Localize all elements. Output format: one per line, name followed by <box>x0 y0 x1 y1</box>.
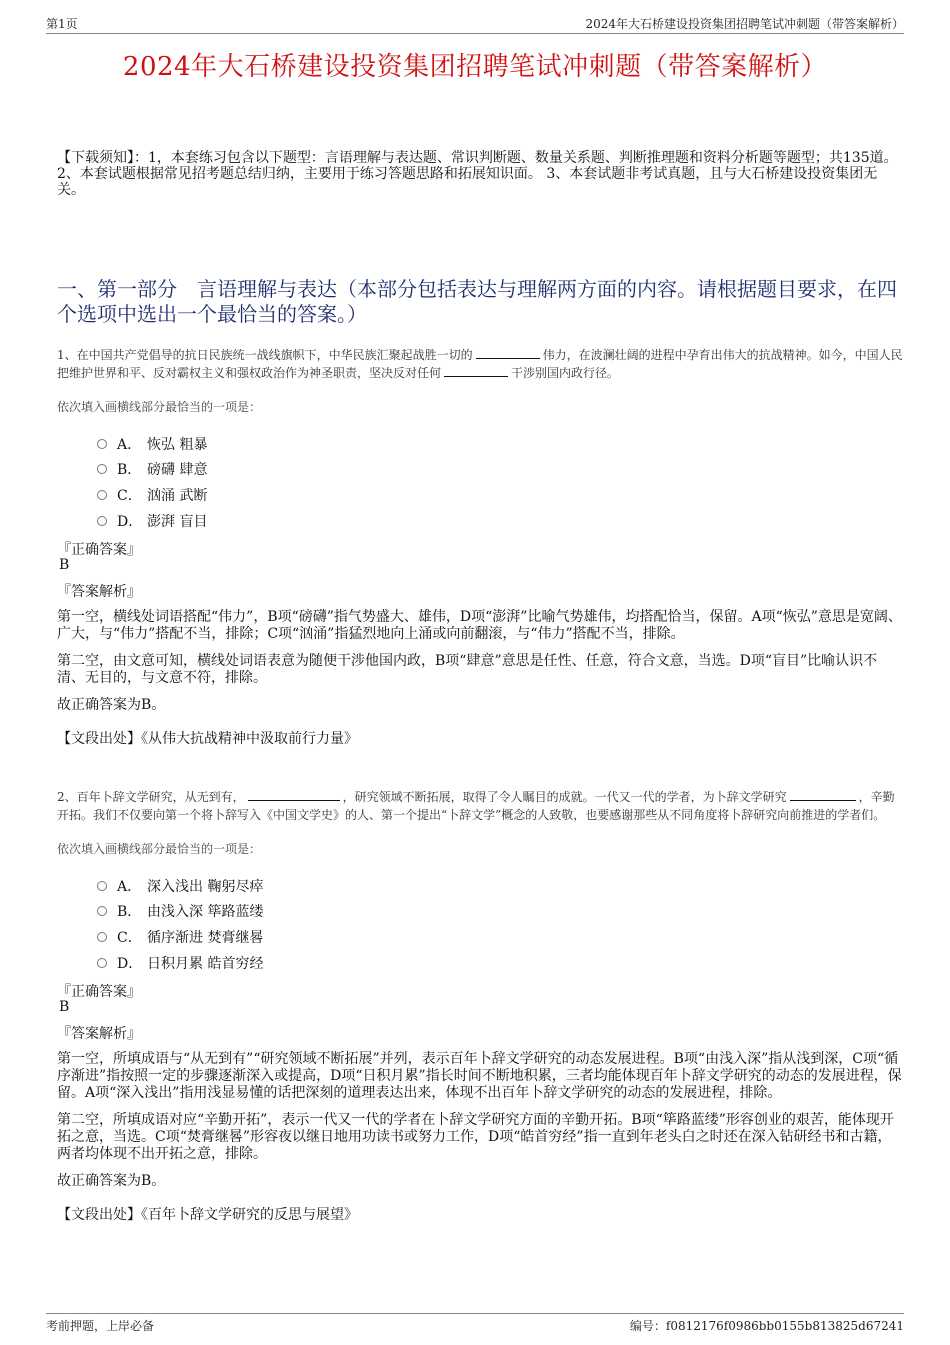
radio-icon[interactable] <box>97 906 107 916</box>
radio-icon[interactable] <box>97 439 107 449</box>
question-stem <box>57 788 904 824</box>
option-text: 磅礴 肆意 <box>147 462 208 479</box>
question-prompt: 依次填入画横线部分最恰当的一项是： <box>57 842 262 856</box>
option-c[interactable] <box>97 482 904 508</box>
text-source: 【文段出处】《百年卜辞文学研究的反思与展望》 <box>57 1207 358 1224</box>
option-a[interactable] <box>97 431 904 457</box>
analysis-paragraph: 第二空，由文意可知，横线处词语表意为随便干涉他国内政，B项“肆意”意思是任性、任意，符合文意，当选。D项“盲目”比喻认识不清、无目的，与文意不符，排除。 <box>57 653 878 687</box>
stem-text: 1、在中国共产党倡导的抗日民族统一战线旗帜下，中华民族汇聚起战胜一切的 <box>57 348 473 362</box>
radio-icon[interactable] <box>97 881 107 891</box>
analysis-paragraph: 第二空，所填成语对应“辛勤开拓”，表示一代又一代的学者在卜辞文学研究方面的辛勤开拓。B项“筚路蓝缕”形容创业的艰苦，能体现开拓之意，当选。C项“焚膏继晷”形容夜以继日地用功读书或努力工作，D项“皓首穷经”指一直到年老头白之时还在深入钻研经书和古籍，两者均体现不出开拓之意，排除。 <box>57 1112 894 1163</box>
option-d[interactable] <box>97 950 904 976</box>
option-text: 恢弘 粗暴 <box>147 436 208 453</box>
option-letter: A． <box>117 878 142 895</box>
stem-text: 伟力，在波澜壮阔的进程中孕育出伟大的抗战精神。如今，中国人民把维护世界和平、反对霸权主义和强权政治作为神圣职责，坚决反对任何 <box>57 348 903 380</box>
page-number: 第1页 <box>46 17 78 31</box>
radio-icon[interactable] <box>97 932 107 942</box>
text-source: 【文段出处】《从伟大抗战精神中汲取前行力量》 <box>57 731 358 748</box>
page-footer <box>46 1313 904 1334</box>
option-text: 汹涌 武断 <box>147 487 208 504</box>
option-letter: D． <box>117 513 143 530</box>
answer-label: 『正确答案』 <box>57 542 141 559</box>
option-list <box>57 431 904 533</box>
question-1 <box>57 346 904 748</box>
option-letter: B． <box>117 462 142 479</box>
answer-value: B <box>59 557 70 574</box>
option-b[interactable] <box>97 457 904 483</box>
stem-text: 2、百年卜辞文学研究，从无到有， <box>57 790 245 804</box>
stem-text: ，研究领域不断拓展，取得了令人瞩目的成就。一代又一代的学者，为卜辞文学研究 <box>342 790 787 804</box>
analysis-label: 『答案解析』 <box>57 1026 141 1043</box>
section-heading: 一、第一部分 言语理解与表达（本部分包括表达与理解两方面的内容。请根据题目要求，在四个选项中选出一个最恰当的答案。） <box>57 277 897 326</box>
radio-icon[interactable] <box>97 516 107 526</box>
download-notice: 【下载须知】：1，本套练习包含以下题型：言语理解与表达题、常识判断题、数量关系题、判断推理题和资料分析题等题型；共135道。 2、本套试题根据常见招考题总结归纳，主要用于练习答题思路和拓展知识面。 3、本套试题非考试真题，且与大石桥建设投资集团无关。 <box>57 150 898 198</box>
option-a[interactable] <box>97 873 904 899</box>
radio-icon[interactable] <box>97 490 107 500</box>
analysis-conclusion: 故正确答案为B。 <box>57 697 166 714</box>
analysis-paragraph: 第一空，所填成语与“从无到有”“研究领域不断拓展”并列，表示百年卜辞文学研究的动态发展进程。B项“由浅入深”指从浅到深，C项“循序渐进”指按照一定的步骤逐渐深入或提高，D项“日积月累”指长时间不断地积累，三者均能体现百年卜辞文学研究的动态的发展进程，保留。A项“深入浅出”指用浅显易懂的话把深刻的道理表达出来，体现不出百年卜辞文学研究的动态的发展进程，排除。 <box>57 1051 902 1102</box>
radio-icon[interactable] <box>97 464 107 474</box>
option-text: 澎湃 盲目 <box>147 513 208 530</box>
fill-blank <box>476 346 540 359</box>
option-text: 由浅入深 筚路蓝缕 <box>147 904 264 921</box>
analysis-paragraph: 第一空，横线处词语搭配“伟力”，B项“磅礴”指气势盛大、雄伟，D项“澎湃”比喻气势雄伟，均搭配恰当，保留。A项“恢弘”意思是宽阔、广大，与“伟力”搭配不当，排除；C项“汹涌”指猛烈地向上涌或向前翻滚，与“伟力”搭配不当，排除。 <box>57 609 902 643</box>
header-doc-title: 2024年大石桥建设投资集团招聘笔试冲刺题（带答案解析） <box>585 17 904 31</box>
option-letter: D． <box>117 955 143 972</box>
document-id: 编号：f0812176f0986bb0155b813825d67241 <box>629 1319 904 1333</box>
option-text: 深入浅出 鞠躬尽瘁 <box>147 878 264 895</box>
option-b[interactable] <box>97 899 904 925</box>
radio-icon[interactable] <box>97 958 107 968</box>
stem-text: 干涉别国内政行径。 <box>511 366 620 380</box>
option-text: 日积月累 皓首穷经 <box>147 955 264 972</box>
analysis-label: 『答案解析』 <box>57 584 141 601</box>
option-letter: C． <box>117 487 142 504</box>
option-d[interactable] <box>97 508 904 534</box>
question-2 <box>57 788 904 1224</box>
option-letter: C． <box>117 929 142 946</box>
document-title: 2024年大石桥建设投资集团招聘笔试冲刺题（带答案解析） <box>122 52 828 82</box>
question-prompt: 依次填入画横线部分最恰当的一项是： <box>57 400 262 414</box>
answer-value: B <box>59 999 70 1016</box>
option-text: 循序渐进 焚膏继晷 <box>147 929 264 946</box>
option-letter: A． <box>117 436 142 453</box>
page-header <box>46 13 904 34</box>
fill-blank <box>444 364 508 377</box>
answer-label: 『正确答案』 <box>57 984 141 1001</box>
question-stem <box>57 346 904 382</box>
fill-blank <box>248 788 340 801</box>
option-list <box>57 873 904 975</box>
analysis-conclusion: 故正确答案为B。 <box>57 1173 166 1190</box>
footer-slogan: 考前押题，上岸必备 <box>46 1319 155 1333</box>
fill-blank <box>790 788 856 801</box>
stem-text: ，辛勤开拓。我们不仅要向第一个将卜辞写入《中国文学史》的人、第一个提出“卜辞文学”概念的人致敬，也要感谢那些从不同角度将卜辞研究向前推进的学者们。 <box>57 790 895 822</box>
option-letter: B． <box>117 904 142 921</box>
option-c[interactable] <box>97 924 904 950</box>
